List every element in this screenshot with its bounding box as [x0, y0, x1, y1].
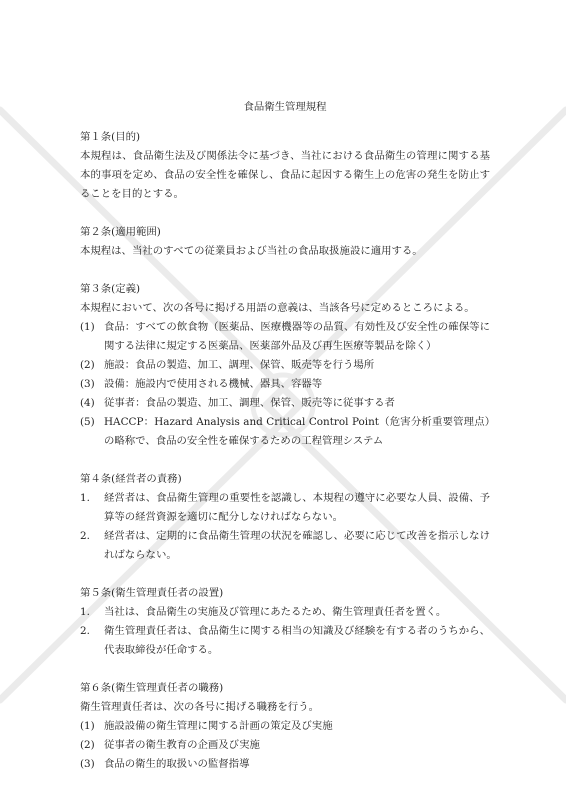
article-body: 本規程は、食品衛生法及び関係法令に基づき、当社における食品衛生の管理に関する基本的事項を定め、食品の安全性を確保し、食品に起因する衛生上の危害の発生を防止することを目的とする。 [80, 150, 490, 200]
article-heading: 第６条(衛生管理責任者の職務) [80, 682, 224, 694]
list-item [80, 318, 490, 356]
document-title: 食品衛生管理規程 [243, 101, 327, 113]
item-number: (5) [80, 416, 95, 428]
article-6 [80, 679, 490, 774]
item-text: 経営者は、定期的に食品衛生管理の状況を確認し、必要に応じて改善を指示しなければならない。 [104, 530, 490, 561]
article-heading: 第５条(衛生管理責任者の設置) [80, 587, 224, 599]
list-item [80, 375, 490, 394]
item-number: (1) [80, 321, 95, 333]
article-body: 本規程において、次の各号に掲げる用語の意義は、当該各号に定めるところによる。 [80, 302, 475, 314]
article-heading: 第３条(定義) [80, 283, 141, 295]
item-number: 2. [80, 530, 90, 542]
document-page [80, 98, 490, 793]
item-text: 食品：すべての飲食物（医薬品、医療機器等の品質、有効性及び安全性の確保等に関する法律に規定する医薬品、医薬部外品及び再生医療等製品を除く） [104, 321, 490, 352]
item-number: (2) [80, 739, 95, 751]
article-4 [80, 470, 490, 565]
list-item [80, 755, 490, 774]
item-text: 従事者：食品の製造、加工、調理、保管、販売等に従事する者 [104, 397, 395, 409]
article-5 [80, 584, 490, 660]
item-text: 施設：食品の製造、加工、調理、保管、販売等を行う場所 [104, 359, 375, 371]
item-number: (1) [80, 720, 95, 732]
item-text: 衛生管理責任者は、食品衛生に関する相当の知識及び経験を有する者のうちから、代表取締役が任命する。 [104, 625, 490, 656]
list-item [80, 717, 490, 736]
item-text: 施設設備の衛生管理に関する計画の策定及び実施 [104, 720, 333, 732]
article-heading: 第１条(目的) [80, 131, 141, 143]
item-number: (2) [80, 359, 95, 371]
article-heading: 第２条(適用範囲) [80, 226, 161, 238]
list-item [80, 622, 490, 660]
item-number: 1. [80, 492, 90, 504]
article-1 [80, 128, 490, 204]
article-heading: 第４条(経営者の責務) [80, 473, 182, 485]
article-3 [80, 280, 490, 451]
list-item [80, 356, 490, 375]
list-item [80, 413, 490, 451]
item-number: (3) [80, 378, 95, 390]
item-text: HACCP：Hazard Analysis and Critical Control Point（危害分析重要管理点）の略称で、食品の安全性を確保するための工程管理システム [104, 416, 490, 447]
article-body: 衛生管理責任者は、次の各号に掲げる職務を行う。 [80, 701, 319, 713]
item-text: 当社は、食品衛生の実施及び管理にあたるため、衛生管理責任者を置く。 [104, 606, 447, 618]
item-text: 従事者の衛生教育の企画及び実施 [104, 739, 260, 751]
item-number: (3) [80, 758, 95, 770]
list-item [80, 527, 490, 565]
list-item [80, 489, 490, 527]
item-number: 2. [80, 625, 90, 637]
item-text: 設備：施設内で使用される機械、器具、容器等 [104, 378, 323, 390]
list-item [80, 603, 490, 622]
article-body: 本規程は、当社のすべての従業員および当社の食品取扱施設に適用する。 [80, 245, 423, 257]
item-number: (4) [80, 397, 95, 409]
list-item [80, 394, 490, 413]
item-text: 食品の衛生的取扱いの監督指導 [104, 758, 250, 770]
list-item [80, 736, 490, 755]
item-number: 1. [80, 606, 90, 618]
article-2 [80, 223, 490, 261]
item-text: 経営者は、食品衛生管理の重要性を認識し、本規程の遵守に必要な人員、設備、予算等の経営資源を適切に配分しなければならない。 [104, 492, 490, 523]
